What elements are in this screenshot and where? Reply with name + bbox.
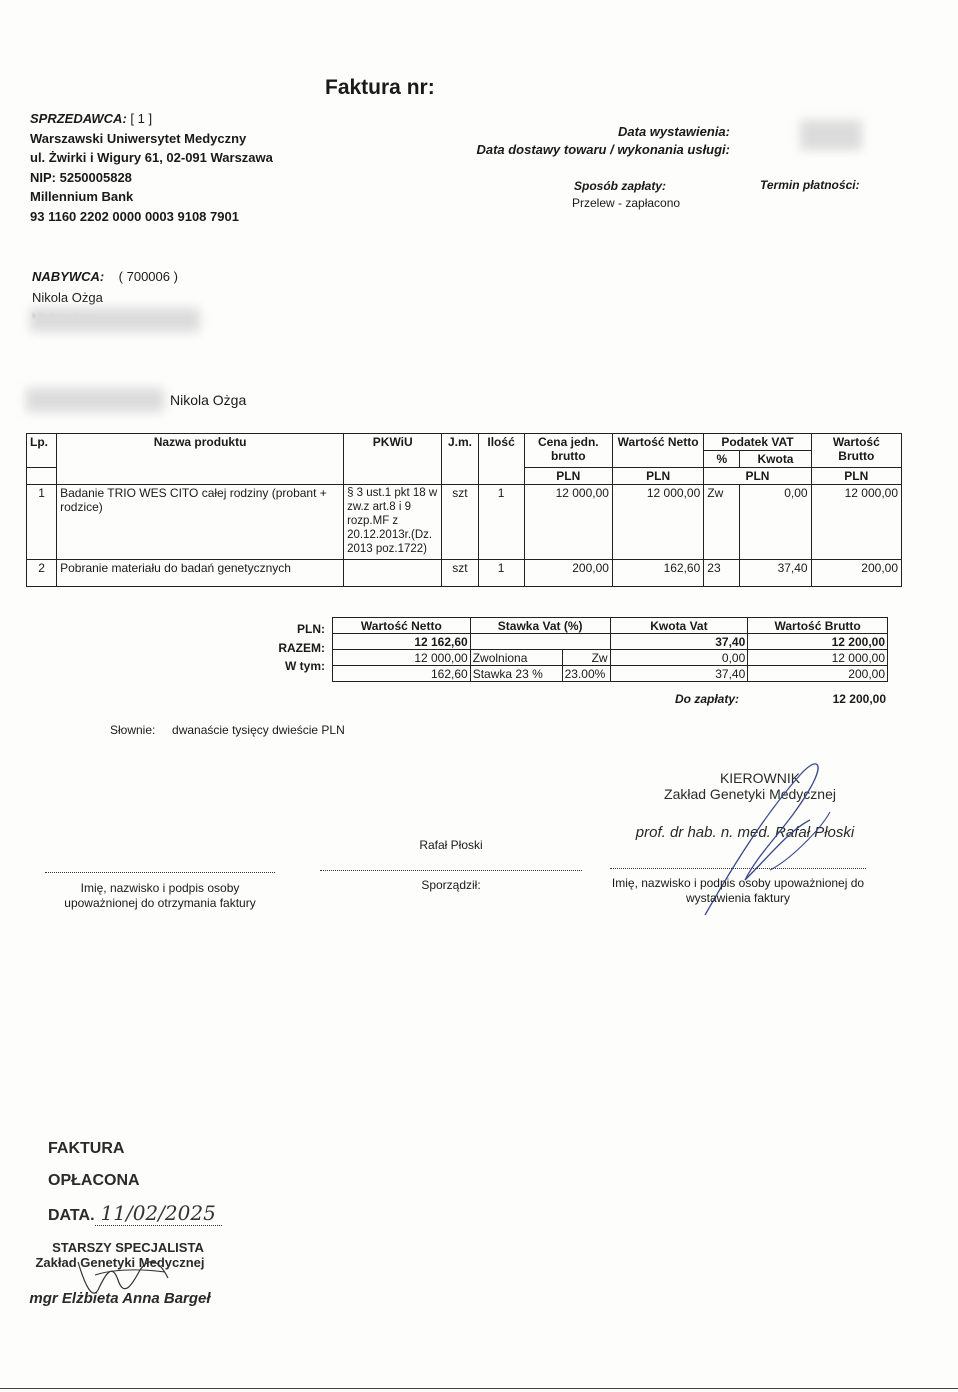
row-net: 162,60 — [612, 560, 703, 587]
row-name: Pobranie materiału do badań genetycznych — [57, 560, 344, 587]
header-gross: Wartość Brutto — [811, 434, 901, 468]
header-lp: Lp. — [27, 434, 57, 468]
header-unit: J.m. — [442, 434, 478, 485]
summary-header-gross: Wartość Brutto — [748, 618, 888, 634]
summary-wtym-label: W tym: — [285, 659, 325, 673]
redacted-address — [30, 308, 200, 332]
row-name: Badanie TRIO WES CITO całej rodziny (probant + rodzice) — [57, 485, 344, 560]
header-vat-amount: Kwota — [740, 451, 811, 468]
summary-row-vat: 0,00 — [610, 650, 748, 666]
seller-bank: Millennium Bank — [30, 189, 134, 204]
head-stamp-name: prof. dr hab. n. med. Rafał Płoski — [635, 824, 855, 841]
head-stamp — [620, 770, 870, 841]
header-price: Cena jedn. brutto — [524, 434, 612, 468]
summary-row-rate-name: Stawka 23 % — [470, 666, 562, 682]
receiver-caption: Imię, nazwisko i podpis osoby upoważnionej do otrzymania faktury — [64, 881, 256, 910]
row-price: 200,00 — [524, 560, 612, 587]
row-unit: szt — [442, 560, 478, 587]
buyer-name: Nikola Ożga — [32, 290, 103, 305]
row-lp: 2 — [27, 560, 57, 587]
invoice-title: Faktura nr: — [325, 76, 435, 99]
paid-stamp — [48, 1133, 222, 1232]
payment-term-label: Termin płatności: — [760, 178, 860, 192]
paid-stamp-date-value: 11/02/2025 — [95, 1201, 222, 1226]
receiver-signature-line — [45, 872, 275, 873]
seller-nip: NIP: 5250005828 — [30, 169, 132, 185]
row-qty: 1 — [478, 560, 524, 587]
row-lp: 1 — [27, 485, 57, 560]
to-pay-value: 12 200,00 — [832, 692, 886, 706]
prepared-caption: Sporządził: — [421, 878, 481, 892]
summary-total-vat: 37,40 — [610, 634, 748, 650]
head-stamp-unit: Zakład Genetyki Medycznej — [664, 786, 836, 802]
seller-address: ul. Żwirki i Wigury 61, 02-091 Warszawa — [30, 150, 273, 165]
header-vat: Podatek VAT — [704, 434, 811, 451]
summary-row-gross: 12 000,00 — [748, 650, 888, 666]
row-pkwiu — [344, 560, 442, 587]
prepared-signature-line — [320, 870, 582, 871]
row-gross: 12 000,00 — [811, 485, 901, 560]
items-table — [26, 433, 902, 587]
summary-row-net: 12 000,00 — [333, 650, 471, 666]
redacted-date — [800, 120, 862, 150]
header-qty: Ilość — [478, 434, 524, 485]
payment-method-value: Przelew - zapłacono — [572, 196, 681, 210]
summary-total-net: 12 162,60 — [333, 634, 471, 650]
to-pay-label: Do zapłaty: — [675, 692, 740, 706]
paid-stamp-date-row — [48, 1197, 222, 1232]
redacted-recipient — [26, 388, 164, 412]
in-words-value: dwanaście tysięcy dwieście PLN — [172, 723, 345, 737]
header-net: Wartość Netto — [612, 434, 703, 468]
row-unit: szt — [442, 485, 478, 560]
issue-date-label: Data wystawienia: — [618, 124, 730, 139]
paid-stamp-status: OPŁACONA — [48, 1172, 140, 1189]
summary-razem-label: RAZEM: — [278, 641, 325, 655]
buyer-code: ( 700006 ) — [118, 269, 178, 284]
seller-block — [30, 109, 273, 226]
summary-row-vat: 37,40 — [610, 666, 748, 682]
row-pkwiu: § 3 ust.1 pkt 18 w zw.z art.8 i 9 rozp.MF z 20.12.2013r.(Dz. 2013 poz.1722) — [344, 485, 442, 560]
payment-method-label: Sposób zapłaty: — [574, 179, 667, 193]
summary-table — [332, 617, 888, 682]
summary-row-net: 162,60 — [333, 666, 471, 682]
summary-pln-label: PLN: — [297, 622, 325, 636]
prepared-name: Rafał Płoski — [419, 838, 483, 852]
buyer-label: NABYWCA: — [32, 269, 105, 284]
summary-header-rate: Stawka Vat (%) — [470, 618, 610, 634]
paid-stamp-date-label: DATA. — [48, 1207, 95, 1224]
in-words-label: Słownie: — [110, 723, 156, 737]
header-name: Nazwa produktu — [57, 434, 344, 485]
recipient-name: Nikola Ożga — [170, 392, 247, 408]
row-vat-amount: 37,40 — [740, 560, 811, 587]
specialist-stamp-unit: Zakład Genetyki Medycznej — [35, 1255, 205, 1270]
issuer-signature-line — [610, 868, 866, 869]
in-words — [110, 723, 345, 737]
table-row — [27, 560, 902, 587]
paid-stamp-title: FAKTURA — [48, 1140, 125, 1157]
currency-vat: PLN — [704, 468, 811, 485]
row-qty: 1 — [478, 485, 524, 560]
specialist-stamp — [20, 1240, 220, 1307]
seller-account: 93 1160 2202 0000 0003 9108 7901 — [30, 208, 239, 224]
header-pkwiu: PKWiU — [344, 434, 442, 485]
seller-name: Warszawski Uniwersytet Medyczny — [30, 130, 247, 146]
page-bottom-border — [0, 1388, 958, 1389]
seller-label: SPRZEDAWCA: — [30, 111, 127, 126]
seller-code: [ 1 ] — [130, 111, 153, 126]
specialist-stamp-name: mgr Elżbieta Anna Bargeł — [29, 1290, 211, 1307]
row-vat-amount: 0,00 — [740, 485, 811, 560]
summary-row-rate: 23.00% — [562, 666, 610, 682]
summary-row-rate-name: Zwolniona — [470, 650, 562, 666]
issuer-caption: Imię, nazwisko i podpis osoby upoważnionej do wystawienia faktury — [611, 876, 865, 905]
currency-price: PLN — [524, 468, 612, 485]
table-row — [27, 485, 902, 560]
row-gross: 200,00 — [811, 560, 901, 587]
summary-row-gross: 200,00 — [748, 666, 888, 682]
row-net: 12 000,00 — [612, 485, 703, 560]
row-vat-pct: Zw — [704, 485, 740, 560]
currency-net: PLN — [612, 468, 703, 485]
summary-header-net: Wartość Netto — [333, 618, 471, 634]
head-stamp-title: KIEROWNIK — [719, 770, 801, 786]
delivery-date-label: Data dostawy towaru / wykonania usługi: — [476, 142, 730, 157]
summary-header-vat: Kwota Vat — [610, 618, 748, 634]
row-price: 12 000,00 — [524, 485, 612, 560]
header-vat-pct: % — [704, 451, 740, 468]
row-vat-pct: 23 — [704, 560, 740, 587]
summary-row-rate: Zw — [562, 650, 610, 666]
currency-gross: PLN — [811, 468, 901, 485]
specialist-stamp-title: STARSZY SPECJALISTA — [52, 1240, 204, 1255]
summary-total-gross: 12 200,00 — [748, 634, 888, 650]
